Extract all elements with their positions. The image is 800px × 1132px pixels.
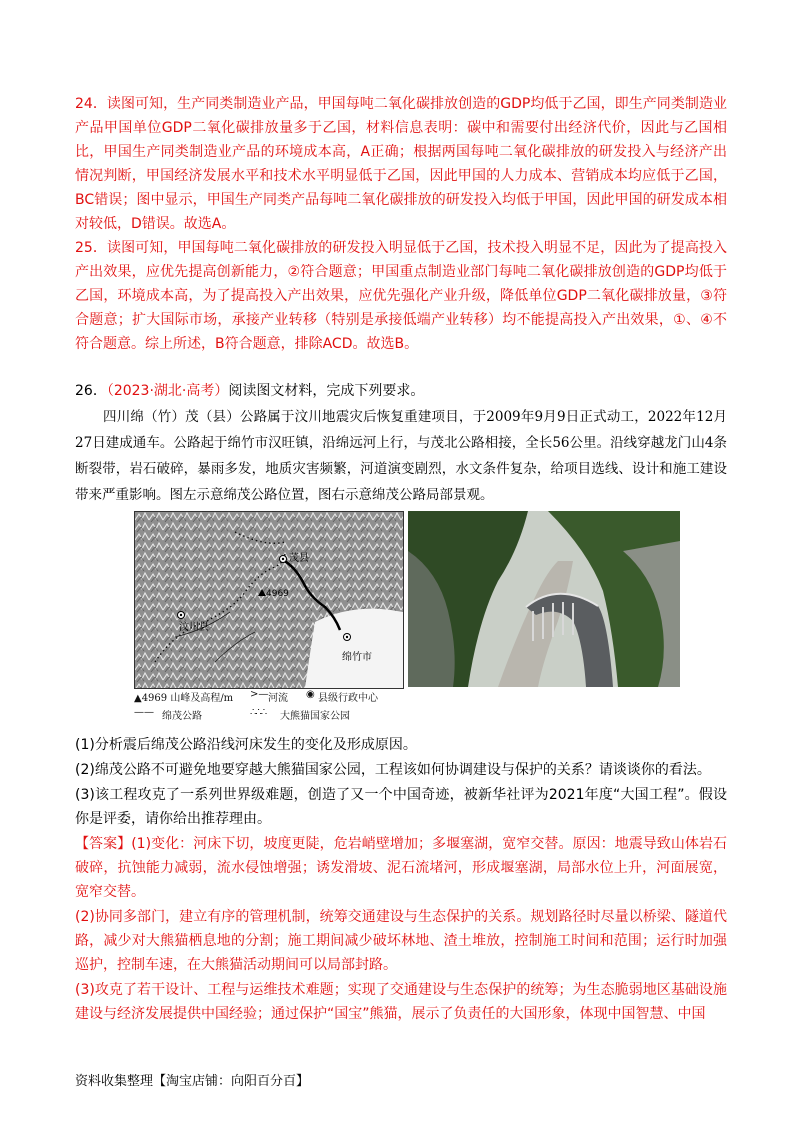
map-svg xyxy=(135,512,403,688)
answer-tag: 【答案】 xyxy=(75,836,132,852)
plain-area xyxy=(305,609,403,688)
wenchuan-label: 汶川县 xyxy=(179,622,209,633)
legend-river: 河流 xyxy=(268,693,288,704)
legend-county-icon: ◉ xyxy=(306,689,315,700)
q26-number: 26． xyxy=(75,383,107,399)
answer-1-text: (1)变化：河床下切，坡度更陡，危岩峭壁增加；多堰塞湖，宽窄交替。原因：地震导致山体岩石破碎，抗蚀能力减弱，流水侵蚀增强；诱发滑坡、泥石流堵河，形成堰塞湖，局部水位上升，河面展宽，宽窄交替。 xyxy=(75,836,727,900)
q26-answer-2: (2)协同多部门，建立有序的管理机制，统筹交通建设与生态保护的关系。规划路径时尽量以桥梁、隧道代路，减少对大熊猫栖息地的分割；施工期间减少破坏林地、渣土堆放，控制施工时间和范围；运行时加强巡护，控制车速，在大熊猫活动期间可以局部封路。 xyxy=(75,909,727,973)
figure xyxy=(134,511,680,725)
legend-county: 县级行政中心 xyxy=(318,693,378,704)
wenchuan-dot xyxy=(180,614,182,616)
legend-road: 绵茂公路 xyxy=(162,711,202,722)
legend-river-icon: >— xyxy=(250,689,269,700)
landscape-photo xyxy=(408,511,680,687)
photo-svg xyxy=(408,511,680,687)
q26-source: （2023·湖北·高考） xyxy=(106,383,229,399)
q26-answer-1 xyxy=(75,832,727,904)
mianzhu-label: 绵竹市 xyxy=(342,652,372,663)
q26-question-2: (2)绵茂公路不可避免地要穿越大熊猫国家公园，工程该如何协调建设与保护的关系？请谈谈你的看法。 xyxy=(75,762,711,778)
q26-answer-3: (3)攻克了若干设计、工程与运维技术难题；实现了交通建设与生态保护的统筹；为生态脆弱地区基础设施建设与经济发展提供中国经验；通过保护“国宝”熊猫，展示了负责任的大国形象，体现中国智慧、中国 xyxy=(75,982,727,1022)
mianzhu-dot xyxy=(346,636,348,638)
map-legend xyxy=(134,687,404,725)
q26-instruction: 阅读图文材料，完成下列要求。 xyxy=(228,383,425,399)
legend-park: 大熊猫国家公园 xyxy=(280,711,350,722)
legend-park-icon: ∴∴∴ xyxy=(250,707,267,718)
maoxian-dot xyxy=(282,558,284,560)
q26-material: 四川绵（竹）茂（县）公路属于汶川地震灾后恢复重建项目，于2009年9月9日正式动工，2022年12月27日建成通车。公路起于绵竹市汉旺镇，沿绵远河上行，与茂北公路相接，全长56公里。沿线穿越龙门山4条断裂带，岩石破碎，暴雨多发，地质灾害频繁，河道演变剧烈，水文条件复杂，给项目选线、设计和施工建设带来严重影响。图左示意绵茂公路位置，图右示意绵茂公路局部景观。 xyxy=(75,409,727,503)
q26-header xyxy=(75,379,727,403)
peak-label: 4969 xyxy=(266,589,289,599)
location-map xyxy=(134,511,404,689)
q26-question-3: (3)该工程攻克了一系列世界级难题，创造了又一个中国奇迹，被新华社评为2021年度“大国工程”。假设你是评委，请你给出推荐理由。 xyxy=(75,787,727,827)
q24-explanation: 24．读图可知，生产同类制造业产品，甲国每吨二氧化碳排放创造的GDP均低于乙国，即生产同类制造业产品甲国单位GDP二氧化碳排放量多于乙国，材料信息表明：碳中和需要付出经济代价，因此与乙国相比，甲国生产同类制造业产品的环境成本高，A正确；根据两国每吨二氧化碳排放的研发投入与经济产出情况判断，甲国经济发展水平和技术水平明显低于乙国，因此甲国的人力成本、营销成本均应低于乙国，BC错误；图中显示，甲国生产同类产品每吨二氧化碳排放的研发投入均低于甲国，因此甲国的研发成本相对较低，D错误。故选A。 xyxy=(75,96,727,232)
page-footer: 资料收集整理【淘宝店铺：向阳百分百】 xyxy=(75,1074,310,1089)
legend-road-icon: —— xyxy=(134,707,154,718)
legend-peak: ▲4969 山峰及高程/m xyxy=(134,693,234,704)
q25-explanation: 25．读图可知，甲国每吨二氧化碳排放的研发投入明显低于乙国，技术投入明显不足，因此为了提高投入产出效果，应优先提高创新能力，②符合题意；甲国重点制造业部门每吨二氧化碳排放创造的GDP均低于乙国，环境成本高，为了提高投入产出效果，应优先强化产业升级，降低单位GDP二氧化碳排放量，③符合题意；扩大国际市场，承接产业转移（特别是承接低端产业转移）均不能提高投入产出效果，①、④不符合题意。综上所述，B符合题意，排除ACD。故选B。 xyxy=(75,240,727,352)
q26-question-1: (1)分析震后绵茂公路沿线河床发生的变化及形成原因。 xyxy=(75,737,417,753)
maoxian-label: 茂县 xyxy=(289,553,309,564)
